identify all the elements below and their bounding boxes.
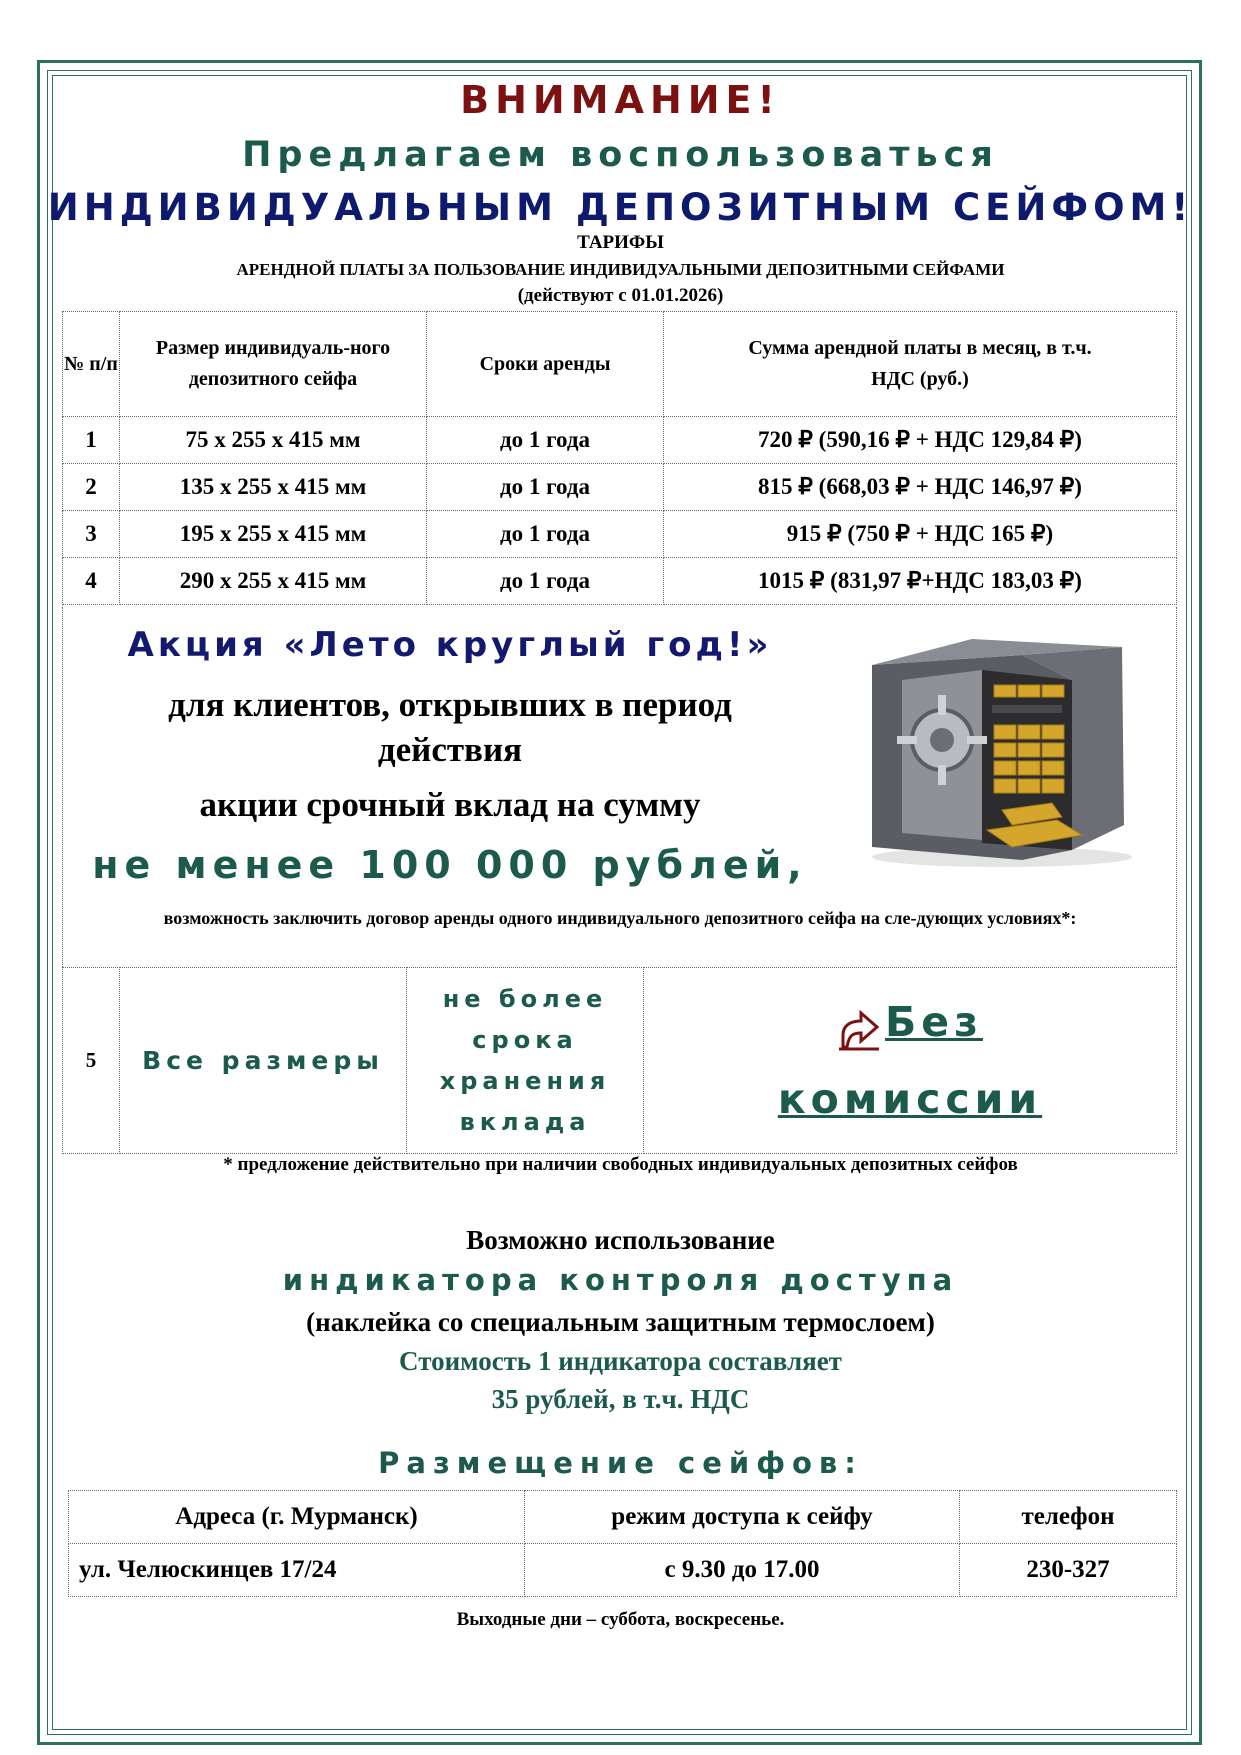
- indicator-line-2: индикатора контроля доступа: [282, 1263, 959, 1297]
- promo-row-sizes: Все размеры: [120, 968, 407, 1154]
- indicator-line-5: 35 рублей, в т.ч. НДС: [491, 1384, 750, 1414]
- row-term: до 1 года: [427, 464, 664, 511]
- promo-line-4: не менее 100 000 рублей,: [92, 843, 808, 887]
- table-row: [63, 417, 1177, 464]
- row-size: 75 х 255 х 415 мм: [120, 417, 427, 464]
- row-price: 915 ₽ (750 ₽ + НДС 165 ₽): [664, 511, 1177, 558]
- header-access: режим доступа к сейфу: [525, 1491, 960, 1544]
- address-table: [68, 1490, 1177, 1597]
- placement-title: Размещение сейфов:: [378, 1446, 863, 1480]
- header-size: Размер индивидуаль-ного депозитного сейфа: [120, 312, 427, 417]
- row-num: 2: [63, 464, 120, 511]
- no-commission-line-1: Без: [885, 997, 983, 1046]
- row-price: 720 ₽ (590,16 ₽ + НДС 129,84 ₽): [664, 417, 1177, 464]
- row-size: 290 х 255 х 415 мм: [120, 558, 427, 605]
- footnote: * предложение действительно при наличии свободных индивидуальных депозитных сейфов: [223, 1154, 1018, 1175]
- row-num: 3: [63, 511, 120, 558]
- header-phone: телефон: [960, 1491, 1177, 1544]
- promo-conditions-table: [62, 967, 1177, 1154]
- promo-title: Акция «Лето круглый год!»: [127, 625, 773, 665]
- no-commission-line-2: комиссии: [777, 1075, 1043, 1124]
- header-term: Сроки аренды: [427, 312, 664, 417]
- table-row: [63, 511, 1177, 558]
- tariffs-title: ТАРИФЫ: [577, 232, 664, 253]
- promo-term-line-4: вклада: [459, 1107, 591, 1136]
- indicator-line-3: (наклейка со специальным защитным термослоем): [306, 1307, 935, 1337]
- offer-line-2: ИНДИВИДУАЛЬНЫМ ДЕПОЗИТНЫМ СЕЙФОМ!: [47, 186, 1194, 229]
- share-arrow-icon: [837, 1007, 881, 1055]
- indicator-line-1: Возможно использование: [466, 1225, 775, 1255]
- promo-line-3: акции срочный вклад на сумму: [199, 785, 701, 824]
- promo-row-fee: [644, 968, 1177, 1154]
- row-size: 135 х 255 х 415 мм: [120, 464, 427, 511]
- table-row: [63, 558, 1177, 605]
- header-address: Адреса (г. Мурманск): [69, 1491, 525, 1544]
- attention-heading: ВНИМАНИЕ!: [460, 78, 781, 122]
- row-size: 195 х 255 х 415 мм: [120, 511, 427, 558]
- access-cell: с 9.30 до 17.00: [525, 1544, 960, 1597]
- address-header-row: [69, 1491, 1177, 1544]
- promo-term-line-3: хранения: [439, 1066, 611, 1095]
- address-cell: ул. Челюскинцев 17/24: [69, 1544, 525, 1597]
- promo-conditions: возможность заключить договор аренды одного индивидуального депозитного сейфа на сле-дующих условиях*:: [163, 908, 1077, 928]
- promo-term-line-2: срока: [472, 1025, 578, 1054]
- safe-with-gold-bars-image: [852, 625, 1152, 873]
- header-num: № п/п: [63, 312, 120, 417]
- tariffs-subtitle: АРЕНДНОЙ ПЛАТЫ ЗА ПОЛЬЗОВАНИЕ ИНДИВИДУАЛЬНЫМИ ДЕПОЗИТНЫМИ СЕЙФАМИ: [236, 260, 1005, 279]
- row-num: 4: [63, 558, 120, 605]
- tariffs-valid-from: (действуют с 01.01.2026): [517, 285, 724, 306]
- table-row: [69, 1544, 1177, 1597]
- promo-line-1: для клиентов, открывших в период: [168, 685, 732, 724]
- indicator-line-4: Стоимость 1 индикатора составляет: [399, 1346, 842, 1376]
- promo-row-term: [407, 968, 644, 1154]
- tariff-table: [62, 311, 1177, 605]
- promo-line-2: действия: [377, 730, 523, 769]
- row-term: до 1 года: [427, 417, 664, 464]
- row-term: до 1 года: [427, 558, 664, 605]
- tariff-header-row: [63, 312, 1177, 417]
- row-term: до 1 года: [427, 511, 664, 558]
- table-row: [63, 968, 1177, 1154]
- row-num: 1: [63, 417, 120, 464]
- offer-line-1: Предлагаем воспользоваться: [242, 135, 999, 175]
- header-price: Сумма арендной платы в месяц, в т.ч. НДС (руб.): [664, 312, 1177, 417]
- table-row: [63, 464, 1177, 511]
- promo-row-num: 5: [63, 968, 120, 1154]
- row-price: 815 ₽ (668,03 ₽ + НДС 146,97 ₽): [664, 464, 1177, 511]
- promo-term-line-1: не более: [442, 984, 608, 1013]
- phone-cell: 230-327: [960, 1544, 1177, 1597]
- holidays-note: Выходные дни – суббота, воскресенье.: [456, 1609, 785, 1630]
- row-price: 1015 ₽ (831,97 ₽+НДС 183,03 ₽): [664, 558, 1177, 605]
